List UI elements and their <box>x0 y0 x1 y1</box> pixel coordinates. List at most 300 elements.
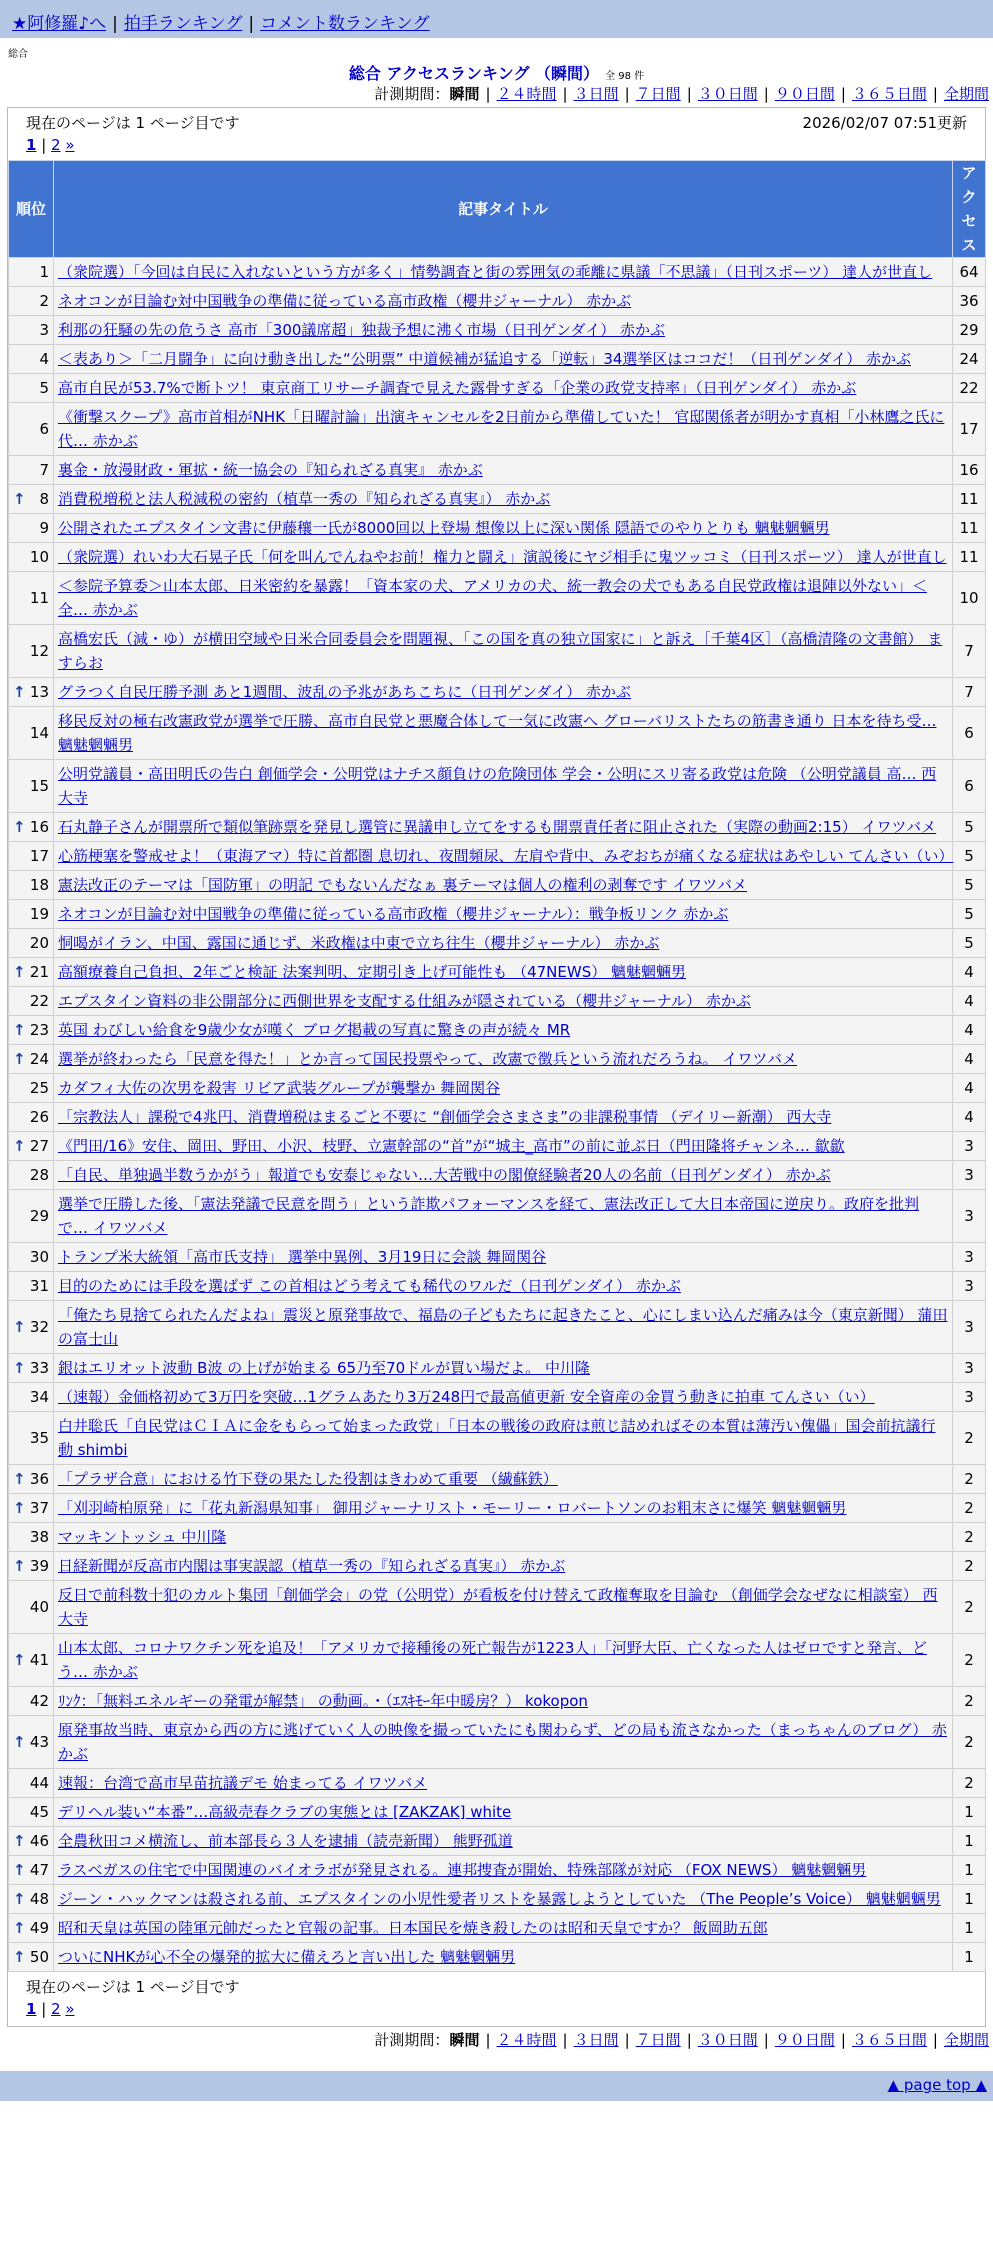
period-selector-bottom: 計測期間：瞬間 | ２４時間 | ３日間 | ７日間 | ３０日間 | ９０日間 | ３６５日間 | 全期間 <box>374 2031 989 2049</box>
table-row <box>9 1045 986 1074</box>
table-row <box>9 403 986 456</box>
table-row <box>9 1383 986 1412</box>
table-row <box>9 813 986 842</box>
period-link-30d[interactable]: ３０日間 <box>697 2031 758 2049</box>
table-row <box>9 1552 986 1581</box>
access-count: 7 <box>953 625 986 678</box>
access-count: 5 <box>953 871 986 900</box>
article-link[interactable]: 速報：台湾で高市早苗抗議デモ 始まってる イワツバメ <box>58 1774 428 1792</box>
article-link[interactable]: デリヘル装い“本番”…高級売春クラブの実態とは [ZAKZAK] white <box>58 1803 512 1821</box>
rank-number: 19 <box>29 905 49 923</box>
rank-up-arrow-icon: ↑ <box>13 1318 26 1336</box>
title-cell <box>54 374 953 403</box>
access-count: 5 <box>953 842 986 871</box>
article-link[interactable]: 消費税増税と法人税減税の密約（植草一秀の『知られざる真実』） 赤かぶ <box>58 490 551 508</box>
title-cell <box>54 258 953 287</box>
rank-number: 26 <box>29 1108 49 1126</box>
access-count: 2 <box>953 1716 986 1769</box>
access-count: 1 <box>953 1798 986 1827</box>
article-link[interactable]: 高市自民が53.7%で断トツ！ 東京商工リサーチ調査で見えた露骨すぎる「企業の政党支持率」（日刊ゲンダイ） 赤かぶ <box>58 379 857 397</box>
article-link[interactable]: 恫喝がイラン、中国、露国に通じず、米政権は中東で立ち往生（櫻井ジャーナル） 赤かぶ <box>58 934 660 952</box>
access-count: 4 <box>953 1016 986 1045</box>
table-row <box>9 1465 986 1494</box>
page-link-1[interactable]: 1 <box>26 136 37 154</box>
page-info: 現在のページは 1 ページ目です <box>26 114 240 132</box>
rank-cell <box>9 929 54 958</box>
rank-up-arrow-icon: ↑ <box>13 1499 26 1517</box>
rank-number: 7 <box>39 461 49 479</box>
article-link[interactable]: 公明党議員・高田明氏の告白 創価学会・公明党はナチス顔負けの危険団体 学会・公明にスリ寄る政党は危険 （公明党議員 高… 西大寺 <box>58 765 937 807</box>
next-page-link[interactable]: » <box>65 2000 75 2018</box>
title-cell <box>54 1581 953 1634</box>
period-link-30d[interactable]: ３０日間 <box>697 85 758 103</box>
table-row <box>9 1494 986 1523</box>
title-cell <box>54 871 953 900</box>
table-row <box>9 1856 986 1885</box>
rank-up-arrow-icon: ↑ <box>13 1733 26 1751</box>
article-link[interactable]: （衆院選）れいわ大石晃子氏「何を叫んでんねやお前！権力と闘え」演説後にヤジ相手に鬼ツッコミ（日刊スポーツ） 達人が世直し <box>58 548 947 566</box>
period-link-all[interactable]: 全期間 <box>943 85 989 103</box>
title-cell <box>54 813 953 842</box>
title-cell <box>54 1301 953 1354</box>
rank-cell <box>9 1132 54 1161</box>
table-row <box>9 1687 986 1716</box>
access-count: 5 <box>953 929 986 958</box>
page-link-2[interactable]: 2 <box>51 2000 61 2018</box>
title-cell <box>54 1383 953 1412</box>
rank-number: 14 <box>29 724 49 742</box>
rank-cell <box>9 1412 54 1465</box>
period-link-7d[interactable]: ７日間 <box>635 2031 681 2049</box>
article-link[interactable]: 選挙で圧勝した後、「憲法発議で民意を問う」という詐欺パフォーマンスを経て、憲法改正して大日本帝国に逆戻り。政府を批判で… イワツバメ <box>58 1195 920 1237</box>
title-cell <box>54 1272 953 1301</box>
article-link[interactable]: 英国 わびしい給食を9歳少女が嘆く ブログ掲載の写真に驚きの声が続々 MR <box>58 1021 571 1039</box>
table-row <box>9 929 986 958</box>
table-row <box>9 316 986 345</box>
article-link[interactable]: ついにNHKが心不全の爆発的拡大に備えろと言い出した 魑魅魍魎男 <box>58 1948 516 1966</box>
access-count: 7 <box>953 678 986 707</box>
title-cell <box>54 1552 953 1581</box>
rank-cell <box>9 1769 54 1798</box>
table-row <box>9 1132 986 1161</box>
access-count: 2 <box>953 1494 986 1523</box>
article-link[interactable]: 利那の狂騒の先の危うさ 高市「300議席超」独裁予想に沸く市場（日刊ゲンダイ） 赤かぶ <box>58 321 665 339</box>
table-row <box>9 1827 986 1856</box>
title-cell <box>54 625 953 678</box>
rank-cell <box>9 1552 54 1581</box>
article-link[interactable]: 石丸静子さんが開票所で類似筆跡票を発見し選管に異議申し立てをするも開票責任者に阻止された（実際の動画2:15） イワツバメ <box>58 818 937 836</box>
table-row <box>9 1798 986 1827</box>
rank-number: 33 <box>29 1359 49 1377</box>
rank-number: 12 <box>29 642 49 660</box>
rank-cell <box>9 1074 54 1103</box>
rank-up-arrow-icon: ↑ <box>13 1651 26 1669</box>
access-count: 4 <box>953 1045 986 1074</box>
article-link[interactable]: 選挙が終わったら「民意を得た！」とか言って国民投票やって、改憲で徴兵という流れだろうね。 イワツバメ <box>58 1050 798 1068</box>
ranking-table <box>8 160 986 1972</box>
period-link-90d[interactable]: ９０日間 <box>774 2031 835 2049</box>
table-row <box>9 1272 986 1301</box>
rank-cell <box>9 987 54 1016</box>
access-count: 11 <box>953 514 986 543</box>
article-link[interactable]: 日経新聞が反高市内閣は事実誤認（植草一秀の『知られざる真実』） 赤かぶ <box>58 1557 566 1575</box>
period-link-90d[interactable]: ９０日間 <box>774 85 835 103</box>
page-info: 現在のページは 1 ページ目です <box>26 1978 240 1996</box>
title-cell <box>54 287 953 316</box>
title-cell <box>54 1769 953 1798</box>
access-count: 1 <box>953 1885 986 1914</box>
title-cell <box>54 1856 953 1885</box>
rank-cell <box>9 403 54 456</box>
access-count: 17 <box>953 403 986 456</box>
title-cell <box>54 1243 953 1272</box>
access-count: 24 <box>953 345 986 374</box>
rank-number: 35 <box>29 1429 49 1447</box>
period-link-24h[interactable]: ２４時間 <box>496 2031 557 2049</box>
access-count: 4 <box>953 958 986 987</box>
rank-number: 9 <box>39 519 49 537</box>
period-label: 計測期間： <box>374 85 450 103</box>
article-link[interactable]: 憲法改正のテーマは「国防軍」の明記 でもないんだなぁ 裏テーマは個人の権利の剥奪です イワツバメ <box>58 876 748 894</box>
rank-number: 29 <box>29 1207 49 1225</box>
period-link-all[interactable]: 全期間 <box>943 2031 989 2049</box>
rank-cell <box>9 1856 54 1885</box>
title-cell <box>54 543 953 572</box>
title-cell <box>54 1412 953 1465</box>
table-row <box>9 625 986 678</box>
rank-number: 22 <box>29 992 49 1010</box>
ranking-panel <box>7 107 986 2027</box>
page-link-2[interactable]: 2 <box>51 136 61 154</box>
rank-cell <box>9 1190 54 1243</box>
rank-cell <box>9 514 54 543</box>
column-header-rank: 順位 <box>9 161 54 258</box>
table-row <box>9 345 986 374</box>
rank-number: 36 <box>29 1470 49 1488</box>
title-cell <box>54 1494 953 1523</box>
title-cell <box>54 1132 953 1161</box>
rank-up-arrow-icon: ↑ <box>13 1470 26 1488</box>
rank-cell <box>9 1045 54 1074</box>
article-link[interactable]: エプスタイン資料の非公開部分に西側世界を支配する仕組みが隠されている（櫻井ジャーナル） 赤かぶ <box>58 992 751 1010</box>
update-timestamp: 2026/02/07 07:51更新 <box>802 114 967 132</box>
rank-number: 48 <box>29 1890 49 1908</box>
table-row <box>9 1769 986 1798</box>
rank-number: 32 <box>29 1318 49 1336</box>
article-link[interactable]: 高額療養自己負担、2年ごと検証 法案判明、定期引き上げ可能性も （47NEWS） 魑魅魍魎男 <box>58 963 686 981</box>
period-link-365d[interactable]: ３６５日間 <box>851 2031 927 2049</box>
table-row <box>9 1354 986 1383</box>
title-cell <box>54 760 953 813</box>
rank-cell <box>9 813 54 842</box>
access-count: 2 <box>953 1687 986 1716</box>
article-link[interactable]: 銀はエリオット波動 B波 の上げが始まる 65乃至70ドルが買い場だよ。 中川隆 <box>58 1359 590 1377</box>
table-row <box>9 958 986 987</box>
table-row <box>9 287 986 316</box>
rank-cell <box>9 1301 54 1354</box>
rank-number: 16 <box>29 818 49 836</box>
article-link[interactable]: グラつく自民圧勝予測 あと1週間、波乱の予兆があちこちに（日刊ゲンダイ） 赤かぶ <box>58 683 631 701</box>
table-row <box>9 1161 986 1190</box>
period-selector-top: 計測期間：瞬間 | ２４時間 | ３日間 | ７日間 | ３０日間 | ９０日間 | ３６５日間 | 全期間 <box>374 85 989 103</box>
rank-number: 25 <box>29 1079 49 1097</box>
access-count: 2 <box>953 1412 986 1465</box>
article-link[interactable]: （速報）金価格初めて3万円を突破…1グラムあたり3万248円で最高値更新 安全資産の金買う動きに拍車 てんさい（い） <box>58 1388 875 1406</box>
access-count: 3 <box>953 1132 986 1161</box>
period-link-365d[interactable]: ３６５日間 <box>851 85 927 103</box>
rank-number: 37 <box>29 1499 49 1517</box>
rank-number: 40 <box>29 1598 49 1616</box>
rank-cell <box>9 842 54 871</box>
nav-separator: | <box>112 14 118 34</box>
nav-clap-ranking-link[interactable]: 拍手ランキング <box>123 14 243 34</box>
page-top-link[interactable]: ▲ page top ▲ <box>887 2076 987 2094</box>
period-label: 計測期間： <box>374 2031 450 2049</box>
access-count: 3 <box>953 1354 986 1383</box>
article-link[interactable]: 裏金・放漫財政・軍拡・統一協会の『知られざる真実』 赤かぶ <box>58 461 483 479</box>
access-count: 36 <box>953 287 986 316</box>
title-cell <box>54 900 953 929</box>
rank-number: 17 <box>29 847 49 865</box>
rank-up-arrow-icon: ↑ <box>13 1919 26 1937</box>
table-row <box>9 1301 986 1354</box>
access-count: 2 <box>953 1769 986 1798</box>
column-header-access: アクセス <box>953 161 986 258</box>
rank-cell <box>9 456 54 485</box>
page-title <box>0 61 993 83</box>
nav-home-link[interactable]: ★阿修羅♪へ <box>12 14 107 34</box>
rank-number: 24 <box>29 1050 49 1068</box>
access-count: 4 <box>953 987 986 1016</box>
nav-comment-ranking-link[interactable]: コメント数ランキング <box>260 14 430 34</box>
table-row <box>9 1885 986 1914</box>
rank-cell <box>9 900 54 929</box>
article-link[interactable]: 山本太郎、コロナワクチン死を追及！「アメリカで接種後の死亡報告が1223人」「河野大臣、亡くなった人はゼロですと発言、どう… 赤かぶ <box>58 1639 927 1681</box>
article-link[interactable]: 昭和天皇は英国の陸軍元帥だったと官報の記事。日本国民を焼き殺したのは昭和天皇ですか？ 飯岡助五郎 <box>58 1919 768 1937</box>
title-cell <box>54 1914 953 1943</box>
period-link-7d[interactable]: ７日間 <box>635 85 681 103</box>
article-link[interactable]: トランプ米大統領「高市氏支持」 選挙中異例、3月19日に会談 舞岡関谷 <box>58 1248 547 1266</box>
article-link[interactable]: ＜表あり＞「二月闘争」に向け動き出した“公明票” 中道候補が猛追する「逆転」34選挙区はココだ！（日刊ゲンダイ） 赤かぶ <box>58 350 911 368</box>
table-row <box>9 543 986 572</box>
rank-cell <box>9 871 54 900</box>
access-count: 6 <box>953 707 986 760</box>
table-row <box>9 258 986 287</box>
table-row <box>9 1016 986 1045</box>
article-link[interactable]: ジーン・ハックマンは殺される前、エプスタインの小児性愛者リストを暴露しようとしていた （The People’s Voice） 魑魅魍魎男 <box>58 1890 941 1908</box>
rank-cell <box>9 485 54 514</box>
title-cell <box>54 514 953 543</box>
article-link[interactable]: 心筋梗塞を警戒せよ！（東海アマ）特に首都圏 息切れ、夜間頻尿、左肩や背中、みぞおちが痛くなる症状はあやしい てんさい（い） <box>58 847 954 865</box>
rank-cell <box>9 258 54 287</box>
article-link[interactable]: ラスベガスの住宅で中国関連のバイオラボが発見される。連邦捜査が開始、特殊部隊が対応 （FOX NEWS） 魑魅魍魎男 <box>58 1861 867 1879</box>
rank-cell <box>9 374 54 403</box>
rank-up-arrow-icon: ↑ <box>13 1832 26 1850</box>
rank-cell <box>9 1943 54 1972</box>
table-row <box>9 1943 986 1972</box>
article-link[interactable]: マッキントッシュ 中川隆 <box>58 1528 227 1546</box>
access-count: 2 <box>953 1465 986 1494</box>
rank-cell <box>9 1161 54 1190</box>
table-row <box>9 1243 986 1272</box>
title-cell <box>54 1885 953 1914</box>
article-link[interactable]: 原発事故当時、東京から西の方に逃げていく人の映像を撮っていたにも関わらず、どの局も流さなかった（まっちゃんのブログ） 赤かぶ <box>58 1721 948 1763</box>
table-row <box>9 456 986 485</box>
access-count: 3 <box>953 1301 986 1354</box>
rank-number: 10 <box>29 548 49 566</box>
next-page-link[interactable]: » <box>65 136 75 154</box>
rank-cell <box>9 625 54 678</box>
rank-number: 6 <box>39 420 49 438</box>
rank-number: 46 <box>29 1832 49 1850</box>
access-count: 3 <box>953 1161 986 1190</box>
rank-cell <box>9 1494 54 1523</box>
access-count: 3 <box>953 1243 986 1272</box>
access-count: 1 <box>953 1856 986 1885</box>
period-link-3d[interactable]: ３日間 <box>573 85 619 103</box>
rank-number: 42 <box>29 1692 49 1710</box>
rank-cell <box>9 1383 54 1412</box>
title-cell <box>54 1798 953 1827</box>
rank-number: 47 <box>29 1861 49 1879</box>
title-cell <box>54 678 953 707</box>
period-link-3d[interactable]: ３日間 <box>573 2031 619 2049</box>
article-link[interactable]: 移民反対の極右改憲政党が選挙で圧勝、高市自民党と悪魔合体して一気に改憲へ グローバリストたちの筋書き通り 日本を待ち受… 魑魅魍魎男 <box>58 712 937 754</box>
access-count: 3 <box>953 1272 986 1301</box>
article-link[interactable]: ﾘﾝｸ：「無料エネルギーの発電が解禁」 の動画。・（ｴｽｷﾓｰ年中暖房？） kokopon <box>58 1692 588 1710</box>
title-cell <box>54 316 953 345</box>
table-row <box>9 871 986 900</box>
table-row <box>9 760 986 813</box>
rank-up-arrow-icon: ↑ <box>13 490 26 508</box>
access-count: 1 <box>953 1827 986 1856</box>
period-link-24h[interactable]: ２４時間 <box>496 85 557 103</box>
rank-number: 50 <box>29 1948 49 1966</box>
article-link[interactable]: ネオコンが目論む対中国戦争の準備に従っている高市政権（櫻井ジャーナル）：戦争板リンク 赤かぶ <box>58 905 729 923</box>
rank-number: 5 <box>39 379 49 397</box>
rank-cell <box>9 1716 54 1769</box>
title-cell <box>54 403 953 456</box>
title-cell <box>54 929 953 958</box>
access-count: 5 <box>953 813 986 842</box>
rank-number: 13 <box>29 683 49 701</box>
table-row <box>9 1581 986 1634</box>
article-link[interactable]: 目的のためには手段を選ばず この首相はどう考えても稀代のワルだ（日刊ゲンダイ） 赤かぶ <box>58 1277 681 1295</box>
article-link[interactable]: ネオコンが目論む対中国戦争の準備に従っている高市政権（櫻井ジャーナル） 赤かぶ <box>58 292 632 310</box>
rank-cell <box>9 543 54 572</box>
table-row <box>9 1103 986 1132</box>
rank-cell <box>9 1523 54 1552</box>
table-row <box>9 1412 986 1465</box>
access-count: 11 <box>953 543 986 572</box>
access-count: 29 <box>953 316 986 345</box>
title-cell <box>54 1103 953 1132</box>
article-link[interactable]: 反日で前科数十犯のカルト集団「創価学会」の党（公明党）が看板を付け替えて政権奪取を目論む （創価学会なぜなに相談室） 西大寺 <box>58 1586 938 1628</box>
rank-number: 45 <box>29 1803 49 1821</box>
rank-number: 20 <box>29 934 49 952</box>
table-row <box>9 1914 986 1943</box>
title-cell <box>54 707 953 760</box>
rank-cell <box>9 1243 54 1272</box>
article-link[interactable]: 全農秋田コメ横流し、前本部長ら３人を逮捕（読売新聞） 熊野孤道 <box>58 1832 513 1850</box>
table-row <box>9 514 986 543</box>
table-row <box>9 374 986 403</box>
table-row <box>9 1634 986 1687</box>
rank-cell <box>9 1354 54 1383</box>
page-link-1[interactable]: 1 <box>26 2000 37 2018</box>
rank-number: 28 <box>29 1166 49 1184</box>
period-current: 瞬間 <box>449 2031 480 2049</box>
footer-bar <box>0 2071 993 2101</box>
access-count: 11 <box>953 485 986 514</box>
access-count: 10 <box>953 572 986 625</box>
rank-number: 41 <box>29 1651 49 1669</box>
access-count: 5 <box>953 900 986 929</box>
rank-number: 23 <box>29 1021 49 1039</box>
title-cell <box>54 572 953 625</box>
article-link[interactable]: 《衝撃スクープ》高市首相がNHK「日曜討論」出演キャンセルを2日前から準備していた！ 官邸関係者が明かす真相「小林鷹之氏に代… 赤かぶ <box>58 408 945 450</box>
table-row <box>9 1074 986 1103</box>
rank-cell <box>9 1885 54 1914</box>
table-row <box>9 678 986 707</box>
article-link[interactable]: 「自民、単独過半数うかがう」報道でも安泰じゃない…大苦戦中の閣僚経験者20人の名前（日刊ゲンダイ） 赤かぶ <box>58 1166 831 1184</box>
table-row <box>9 900 986 929</box>
rank-cell <box>9 1016 54 1045</box>
article-link[interactable]: 《門田/16》安住、岡田、野田、小沢、枝野、立憲幹部の“首”が“城主_高市”の前に並ぶ日（門田隆将チャンネ… 歙歙 <box>58 1137 845 1155</box>
title-cell <box>54 1190 953 1243</box>
rank-number: 39 <box>29 1557 49 1575</box>
access-count: 3 <box>953 1190 986 1243</box>
rank-up-arrow-icon: ↑ <box>13 1890 26 1908</box>
rank-up-arrow-icon: ↑ <box>13 1359 26 1377</box>
article-link[interactable]: カダフィ大佐の次男を殺害 リビア武装グループが襲撃か 舞岡関谷 <box>58 1079 501 1097</box>
article-link[interactable]: （衆院選）「今回は自民に入れないという方が多く」情勢調査と街の雰囲気の乖離に県議「不思議」（日刊スポーツ） 達人が世直し <box>58 263 933 281</box>
access-count: 1 <box>953 1914 986 1943</box>
article-link[interactable]: 高橋宏氏（減・ゆ）が横田空域や日米合同委員会を問題視、「この国を真の独立国家に」と訴え［千葉4区］（高橋清隆の文書館） ますらお <box>58 630 943 672</box>
rank-cell <box>9 572 54 625</box>
rank-up-arrow-icon: ↑ <box>13 818 26 836</box>
rank-number: 21 <box>29 963 49 981</box>
title-cell <box>54 1465 953 1494</box>
access-count: 3 <box>953 1383 986 1412</box>
article-link[interactable]: 「宗教法人」課税で4兆円、消費増税はまるごと不要に “創価学会さまさま”の非課税事情 （デイリー新潮） 西大寺 <box>58 1108 832 1126</box>
article-link[interactable]: ＜参院予算委＞山本太郎、日米密約を暴露！「資本家の犬、アメリカの犬、統一教会の犬でもある自民党政権は退陣以外ない」＜全… 赤かぶ <box>58 577 927 619</box>
table-row <box>9 987 986 1016</box>
title-cell <box>54 1523 953 1552</box>
rank-cell <box>9 1634 54 1687</box>
title-cell <box>54 1161 953 1190</box>
rank-number: 4 <box>39 350 49 368</box>
article-link[interactable]: 公開されたエプスタイン文書に伊藤穰一氏が8000回以上登場 想像以上に深い関係 隠語でのやりとりも 魑魅魍魎男 <box>58 519 830 537</box>
title-cell <box>54 1074 953 1103</box>
rank-number: 27 <box>29 1137 49 1155</box>
rank-number: 3 <box>39 321 49 339</box>
table-row <box>9 707 986 760</box>
rank-cell <box>9 345 54 374</box>
article-link[interactable]: 「俺たち見捨てられたんだよね」震災と原発事故で、福島の子どもたちに起きたこと、心にしまい込んだ痛みは今（東京新聞） 蒲田の富士山 <box>58 1306 948 1348</box>
rank-number: 49 <box>29 1919 49 1937</box>
article-link[interactable]: 「プラザ合意」における竹下登の果たした役割はきわめて重要 （繊蘇鉄） <box>58 1470 558 1488</box>
title-cell <box>54 1016 953 1045</box>
rank-cell <box>9 1103 54 1132</box>
article-link[interactable]: 「刈羽崎柏原発」に「花丸新潟県知事」 御用ジャーナリスト・モーリー・ロバートソンのお粗末さに爆笑 魑魅魍魎男 <box>58 1499 847 1517</box>
nav-separator: | <box>248 14 255 34</box>
article-link[interactable]: 白井聡氏「自民党はＣＩＡに金をもらって始まった政党」「日本の戦後の政府は煎じ詰めればその本質は薄汚い傀儡」国会前抗議行動 shimbi <box>58 1417 936 1459</box>
rank-number: 34 <box>29 1388 49 1406</box>
rank-cell <box>9 287 54 316</box>
rank-cell <box>9 316 54 345</box>
title-cell <box>54 456 953 485</box>
